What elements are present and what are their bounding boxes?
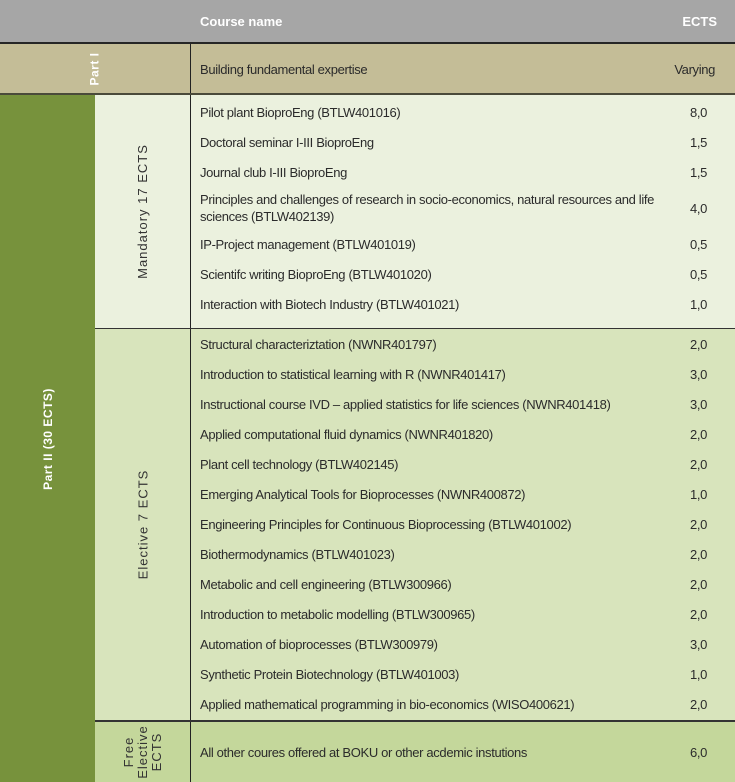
course-name: Synthetic Protein Biotechnology (BTLW401003) [200,666,459,682]
table-row [190,659,735,689]
course-ects: 2,0 [689,606,707,622]
course-ects: 2,0 [689,456,707,472]
free-label-line1: Free [120,736,136,768]
table-row [190,389,735,419]
course-name: Principles and challenges of research in socio-economics, natural resources and life sciences (BTLW402139) [200,192,655,224]
course-name: Doctoral seminar I-III BioproEng [200,134,374,150]
table-row [190,97,735,127]
course-ects: 6,0 [689,744,707,760]
course-ects: 3,0 [689,366,707,382]
mandatory-label: Mandatory 17 ECTS [135,144,150,279]
course-name: Emerging Analytical Tools for Bioprocesses (NWNR400872) [200,486,526,502]
course-name: Pilot plant BioproEng (BTLW401016) [200,104,401,120]
course-name: Interaction with Biotech Industry (BTLW401021) [200,296,459,312]
course-name: Engineering Principles for Continuous Bioprocessing (BTLW401002) [200,516,572,532]
free-label-line2: Elective [134,725,150,779]
table-row [190,289,735,319]
course-ects: 1,0 [689,666,707,682]
course-name: Metabolic and cell engineering (BTLW300966) [200,576,452,592]
course-ects: 2,0 [689,696,707,712]
course-name: All other coures offered at BOKU or other acdemic instutions [200,744,528,760]
table-row [190,449,735,479]
course-name: Scientifc writing BioproEng (BTLW401020) [200,266,432,282]
course-name: IP-Project management (BTLW401019) [200,236,416,252]
course-ects: 4,0 [689,200,707,216]
course-name: Automation of bioprocesses (BTLW300979) [200,636,438,652]
table-row [190,359,735,389]
table-row [190,599,735,629]
free-elective-label [122,725,164,779]
elective-label: Elective 7 ECTS [135,469,150,580]
course-name: Applied computational fluid dynamics (NWNR401820) [200,426,493,442]
table-row [190,419,735,449]
table-row [190,509,735,539]
table-row [190,127,735,157]
table-row [190,229,735,259]
course-name: Journal club I-III BioproEng [200,164,348,180]
course-ects: 2,0 [689,576,707,592]
part1-ects: Varying [674,62,715,77]
table-row [190,539,735,569]
mandatory-section [95,95,735,328]
part1-label-text: Part I [87,51,102,86]
header-course-name: Course name [200,14,283,29]
course-ects: 2,0 [689,426,707,442]
table-row [190,479,735,509]
part2-label-cell [0,95,95,782]
table-row [190,187,735,229]
course-ects: 3,0 [689,636,707,652]
table-row [190,569,735,599]
course-ects: 1,5 [689,164,707,180]
course-ects: 2,0 [689,516,707,532]
course-ects: 3,0 [689,396,707,412]
table-row [190,722,735,782]
part1-row [0,44,735,95]
course-ects: 0,5 [689,236,707,252]
table-row [190,329,735,359]
elective-section [95,328,735,720]
table-row [190,629,735,659]
course-name: Introduction to statistical learning with R (NWNR401417) [200,366,506,382]
course-name: Biothermodynamics (BTLW401023) [200,546,395,562]
course-ects: 1,0 [689,296,707,312]
course-ects: 8,0 [689,104,707,120]
part1-label [0,44,190,93]
course-name: Structural characteriztation (NWNR401797) [200,336,437,352]
course-name: Applied mathematical programming in bio-economics (WISO400621) [200,696,575,712]
course-ects: 2,0 [689,336,707,352]
course-ects: 1,5 [689,134,707,150]
part1-course: Building fundamental expertise [200,62,368,77]
free-label-line3: ECTS [148,732,164,772]
header-ects: ECTS [682,14,717,29]
table-row [190,157,735,187]
table-header [0,0,735,44]
column-divider [190,44,191,93]
course-name: Instructional course IVD – applied statistics for life sciences (NWNR401418) [200,396,611,412]
course-name: Plant cell technology (BTLW402145) [200,456,399,472]
free-elective-section [95,720,735,782]
part2-label: Part II (30 ECTS) [40,387,55,490]
course-ects: 1,0 [689,486,707,502]
course-ects: 0,5 [689,266,707,282]
table-row [190,689,735,719]
course-ects: 2,0 [689,546,707,562]
course-name: Introduction to metabolic modelling (BTLW300965) [200,606,475,622]
table-row [190,259,735,289]
